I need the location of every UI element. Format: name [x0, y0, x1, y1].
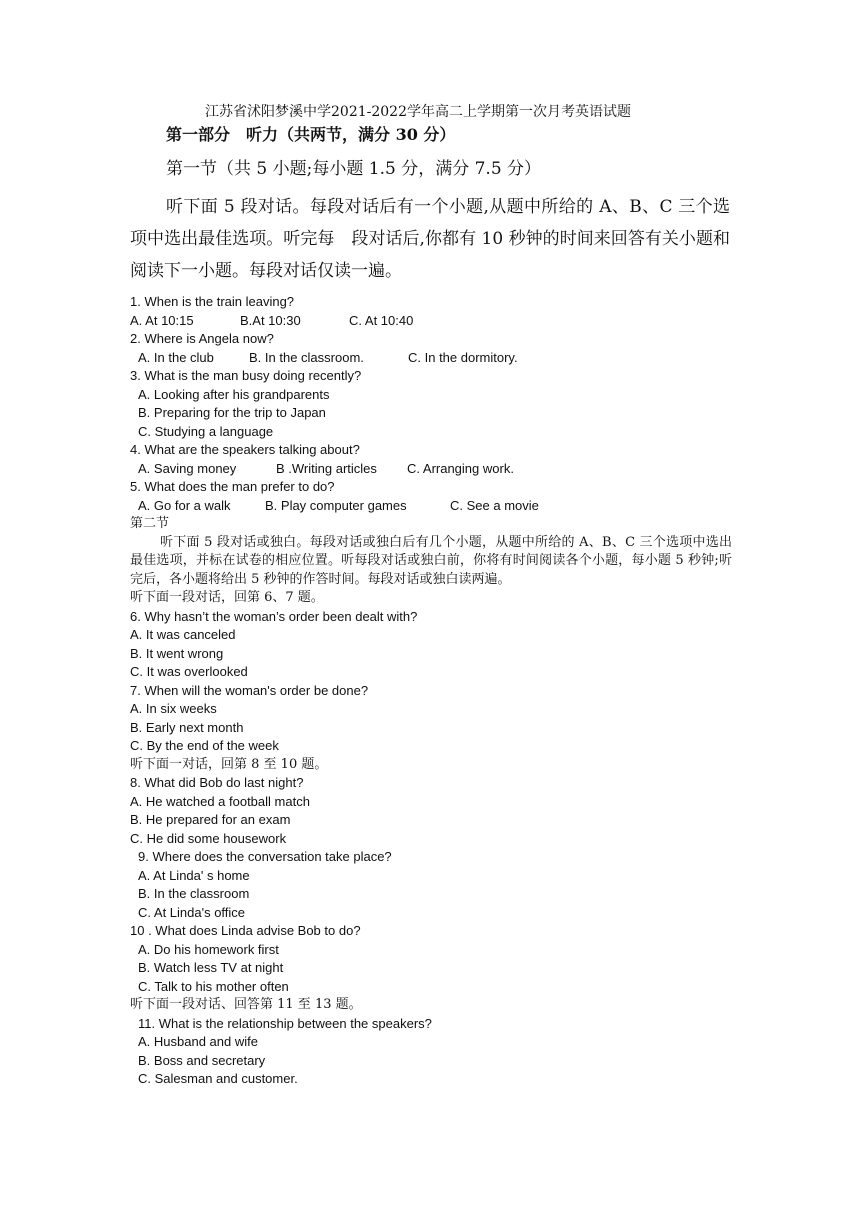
question-3-option-b: B. Preparing for the trip to Japan	[138, 405, 326, 420]
question-8-option-a: A. He watched a football match	[130, 793, 310, 809]
intro-8-10: 听下面一对话，回第 8 至 10 题。	[130, 756, 328, 772]
question-9-option-a: A. At Linda' s home	[138, 867, 250, 883]
option-a: A. Go for a walk	[138, 497, 231, 513]
section-two	[130, 515, 732, 1089]
question-5: 5. What does the man prefer to do?	[130, 479, 335, 494]
question-11-option-b: B. Boss and secretary	[138, 1052, 266, 1068]
option-b: B. In the classroom.	[249, 349, 364, 365]
question-10-option-b: B. Watch less TV at night	[138, 960, 284, 975]
section-one-heading: 第一节（共 5 小题;每小题 1.5 分，满分 7.5 分）	[166, 159, 542, 179]
intro-6-7: 听下面一段对话，回第 6、7 题。	[130, 590, 324, 605]
question-10-option-c: C. Talk to his mother often	[138, 978, 289, 994]
question-7: 7. When will the woman's order be done?	[130, 682, 369, 698]
option-c: C. At 10:40	[349, 312, 414, 328]
question-8-option-c: C. He did some housework	[130, 830, 287, 846]
option-b: B.At 10:30	[240, 312, 301, 328]
section-two-heading: 第二节	[130, 516, 170, 531]
question-3: 3. What is the man busy doing recently?	[130, 368, 362, 383]
question-9-option-b: B. In the classroom	[138, 886, 250, 901]
option-a: A. At 10:15	[130, 312, 194, 328]
part-one-heading: 第一部分 听力（共两节，满分 30 分）	[166, 125, 456, 144]
section-one-instructions: 听下面 5 段对话。每段对话后有一个小题,从题中所给的 A、B、C 三个选项中选出最佳选项。听完每 段对话后,你都有 10 秒钟的时间来回答有关小题和阅读下一小题。每段对话仅读一遍。	[130, 197, 730, 281]
question-3-option-c: C. Studying a language	[138, 423, 274, 439]
option-b: B. Play computer games	[265, 497, 407, 513]
section-one-questions	[130, 293, 750, 515]
document-title: 江苏省沭阳梦溪中学2021-2022学年高二上学期第一次月考英语试题	[205, 104, 631, 120]
option-a: A. In the club	[138, 349, 214, 365]
question-1: 1. When is the train leaving?	[130, 294, 295, 309]
option-c: C. In the dormitory.	[408, 349, 518, 365]
intro-11-13: 听下面一段对话、回答第 11 至 13 题。	[130, 997, 362, 1012]
option-c: C. Arranging work.	[407, 460, 514, 476]
question-1-options	[130, 312, 750, 331]
question-7-option-c: C. By the end of the week	[130, 738, 279, 753]
question-11: 11. What is the relationship between the speakers?	[138, 1015, 432, 1031]
question-6-option-c: C. It was overlooked	[130, 664, 248, 679]
question-6: 6. Why hasn’t the woman’s order been dealt with?	[130, 608, 418, 624]
question-2-options	[130, 349, 750, 368]
question-6-option-b: B. It went wrong	[130, 645, 224, 661]
question-2: 2. Where is Angela now?	[130, 331, 274, 346]
option-b: B .Writing articles	[276, 460, 377, 476]
question-6-option-a: A. It was canceled	[130, 627, 236, 642]
section-two-instructions: 听下面 5 段对话或独白。每段对话或独白后有几个小题，从题中所给的 A、B、C 三个选项中选出最佳选项，并标在试卷的相应位置。听每段对话或独白前，你将有时间阅读各个小题，每小题 5 秒钟;听完后，各小题将给出 5 秒钟的作答时间。每段对话或独白读两遍。	[130, 534, 732, 587]
question-4-options	[130, 460, 750, 479]
question-9: 9. Where does the conversation take place?	[138, 849, 392, 864]
question-11-option-a: A. Husband and wife	[138, 1034, 258, 1049]
option-c: C. See a movie	[450, 497, 539, 513]
question-9-option-c: C. At Linda's office	[138, 904, 246, 920]
option-a: A. Saving money	[138, 460, 237, 476]
question-7-option-a: A. In six weeks	[130, 701, 217, 716]
question-4: 4. What are the speakers talking about?	[130, 442, 360, 457]
question-11-option-c: C. Salesman and customer.	[138, 1071, 298, 1086]
question-8-option-b: B. He prepared for an exam	[130, 812, 291, 827]
question-5-options	[130, 497, 750, 516]
question-7-option-b: B. Early next month	[130, 719, 244, 735]
question-3-option-a: A. Looking after his grandparents	[138, 386, 330, 402]
question-8: 8. What did Bob do last night?	[130, 775, 304, 790]
question-10-option-a: A. Do his homework first	[138, 941, 279, 957]
question-10: 10 . What does Linda advise Bob to do?	[130, 923, 361, 938]
